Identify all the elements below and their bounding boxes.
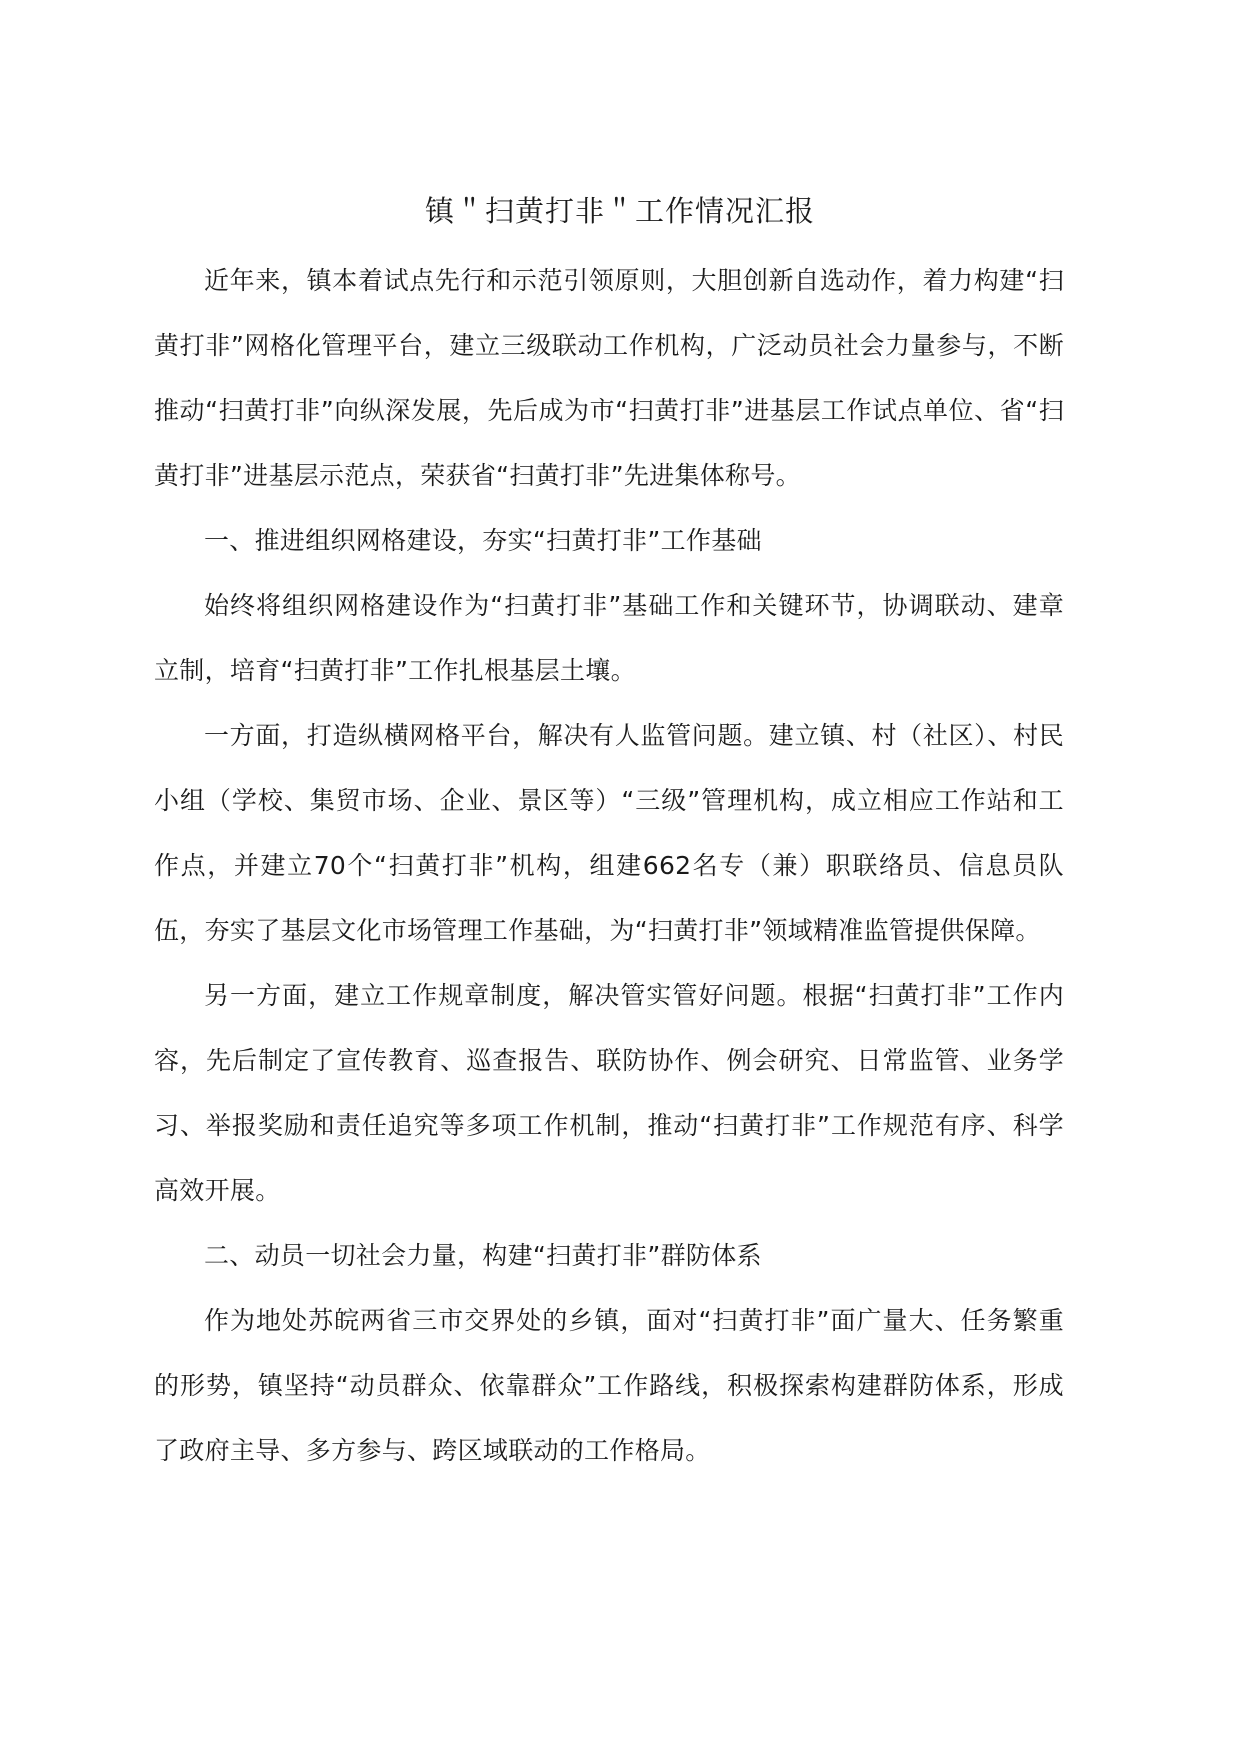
paragraph-intro: 近年来，镇本着试点先行和示范引领原则，大胆创新自选动作，着力构建“扫黄打非”网格化管理平台，建立三级联动工作机构，广泛动员社会力量参与，不断推动“扫黄打非”向纵深发展，先后成为市“扫黄打非”进基层工作试点单位、省“扫黄打非”进基层示范点，荣获省“扫黄打非”先进集体称号。 [154,266,1064,490]
document-title: 镇＂扫黄打非＂工作情况汇报 [424,194,815,228]
paragraph-section-2-summary: 作为地处苏皖两省三市交界处的乡镇，面对“扫黄打非”面广量大、任务繁重的形势，镇坚持“动员群众、依靠群众”工作路线，积极探索构建群防体系，形成了政府主导、多方参与、跨区域联动的工作格局。 [154,1306,1064,1465]
paragraph-section-1-first-aspect: 一方面，打造纵横网格平台，解决有人监管问题。建立镇、村（社区）、村民小组（学校、集贸市场、企业、景区等）“三级”管理机构，成立相应工作站和工作点，并建立70个“扫黄打非”机构，组建662名专（兼）职联络员、信息员队伍，夯实了基层文化市场管理工作基础，为“扫黄打非”领域精准监管提供保障。 [154,721,1064,945]
paragraph-section-1-summary: 始终将组织网格建设作为“扫黄打非”基础工作和关键环节，协调联动、建章立制，培育“扫黄打非”工作扎根基层土壤。 [154,591,1064,685]
paragraph-section-1-second-aspect: 另一方面，建立工作规章制度，解决管实管好问题。根据“扫黄打非”工作内容，先后制定了宣传教育、巡查报告、联防协作、例会研究、日常监管、业务学习、举报奖励和责任追究等多项工作机制，推动“扫黄打非”工作规范有序、科学高效开展。 [154,981,1064,1205]
section-heading-2: 二、动员一切社会力量，构建“扫黄打非”群防体系 [204,1241,762,1270]
section-heading-1: 一、推进组织网格建设，夯实“扫黄打非”工作基础 [204,526,762,555]
document-body [154,248,1064,1483]
